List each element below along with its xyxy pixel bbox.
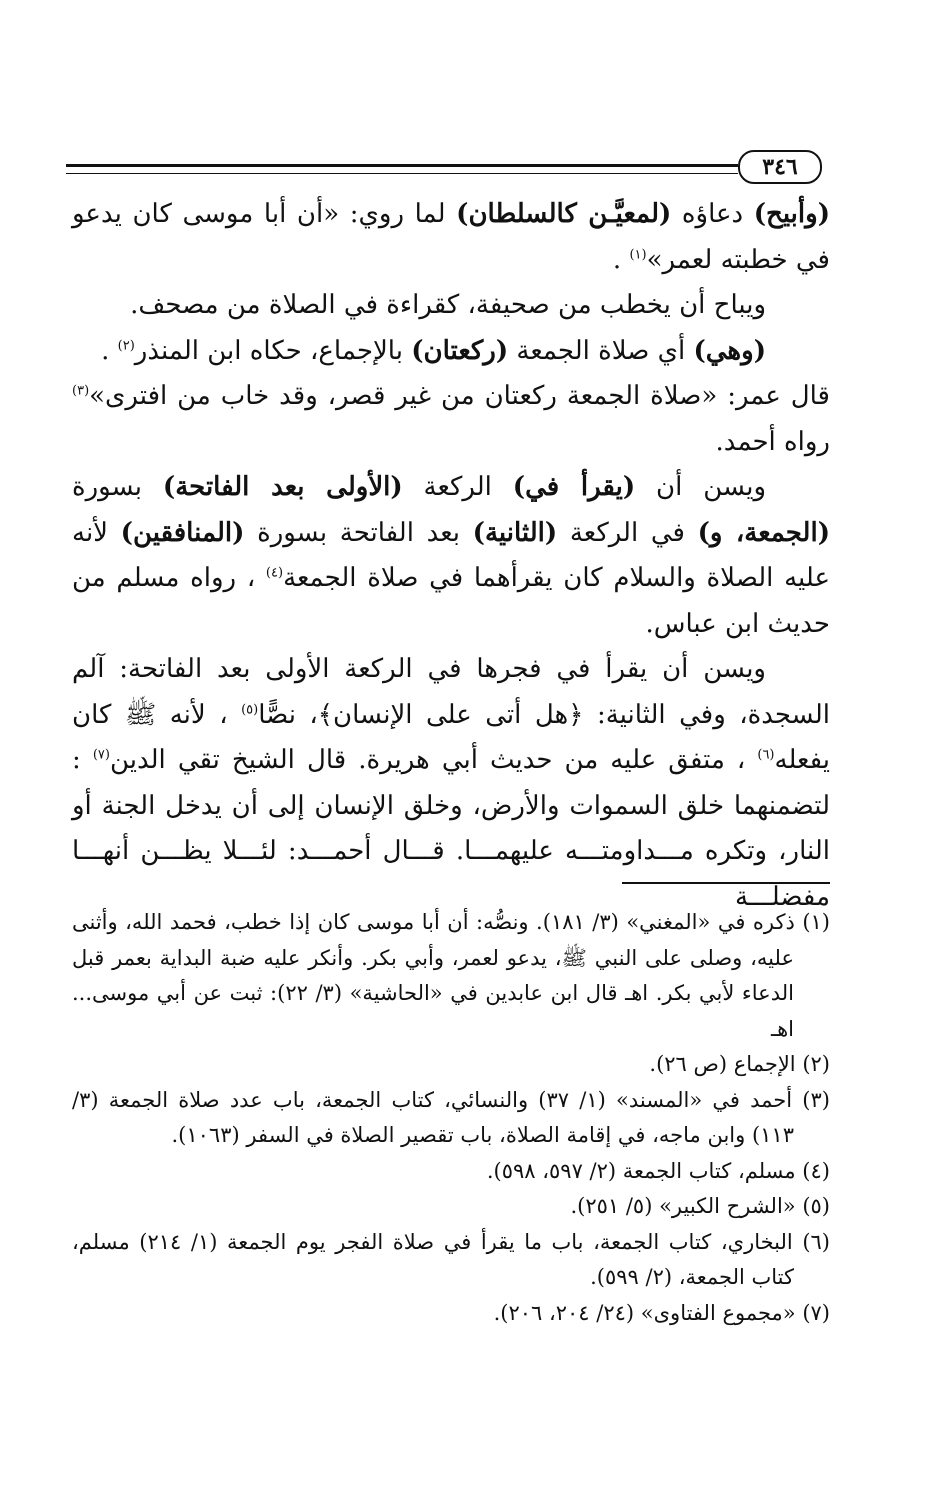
footnote-separator bbox=[622, 882, 830, 884]
bold-term: (الجمعة، و) bbox=[697, 517, 830, 548]
footnote-ref: (٢) bbox=[117, 337, 135, 353]
page-number: ٣٤٦ bbox=[738, 150, 822, 184]
text-run: الركعة bbox=[402, 472, 513, 502]
paragraph-5 bbox=[72, 465, 830, 647]
footnotes bbox=[72, 905, 830, 1331]
text-run: دعاؤه bbox=[671, 199, 754, 229]
bold-term: (الثانية) bbox=[472, 517, 558, 548]
bold-term: (لمعيَّـن كالسلطان) bbox=[456, 199, 672, 229]
footnote-6: (٦) البخاري، كتاب الجمعة، باب ما يقرأ في صلاة الفجر يوم الجمعة (١/ ٢١٤) مسلم، كتاب الجمعة، (٢/ ٥٩٩). bbox=[72, 1229, 830, 1289]
text-run: ، رواه مسلم من حديث ابن عباس. bbox=[72, 563, 830, 639]
main-text bbox=[72, 192, 830, 920]
footnote-ref: (٦) bbox=[757, 747, 775, 763]
footnote-5: (٥) «الشرح الكبير» (٥/ ٢٥١). bbox=[570, 1194, 830, 1218]
text-run: بعد الفاتحة بسورة bbox=[244, 517, 473, 548]
bold-term: (يقرأ في) bbox=[512, 472, 636, 502]
footnote-ref: (٣) bbox=[72, 383, 90, 399]
text-run: . bbox=[101, 335, 118, 366]
header-rule bbox=[66, 164, 738, 174]
footnote-ref: (٧) bbox=[92, 747, 110, 763]
bold-term: (الأولى بعد الفاتحة) bbox=[162, 472, 403, 502]
bold-term: (وأبيح) bbox=[753, 199, 830, 229]
text-run: ويسن أن يقرأ في فجرها في الركعة الأولى بعد الفاتحة: آلم السجدة، وفي الثانية: ﴿هل أتى على الإنسان﴾، نصًّا bbox=[72, 654, 831, 730]
text-run: ، لأنه ﷺ كان يفعله bbox=[72, 699, 830, 775]
text-run: لما روي: «أن أبا موسى كان يدعو في خطبته لعمر» bbox=[72, 199, 830, 275]
text-run: قال عمر: «صلاة الجمعة ركعتان من غير قصر، وقد خاب من افترى» bbox=[89, 381, 830, 411]
footnote-ref: (١) bbox=[629, 246, 647, 262]
bold-term: (وهي) bbox=[693, 335, 766, 366]
footnote-7: (٧) «مجموع الفتاوى» (٢٤/ ٢٠٤، ٢٠٦). bbox=[493, 1300, 830, 1325]
paragraph-6 bbox=[72, 647, 830, 920]
footnote-4: (٤) مسلم، كتاب الجمعة (٢/ ٥٩٧، ٥٩٨). bbox=[486, 1158, 830, 1183]
paragraph-1 bbox=[72, 192, 830, 283]
footnote-ref: (٥) bbox=[241, 701, 259, 717]
page-header bbox=[66, 150, 830, 184]
text-run: لأنه عليه الصلاة والسلام كان يقرأهما في صلاة الجمعة bbox=[72, 517, 830, 593]
text-run: ويسن أن bbox=[635, 472, 766, 502]
text-run: بسورة bbox=[72, 472, 163, 502]
text-run: بالإجماع، حكاه ابن المنذر bbox=[134, 335, 412, 366]
footnote-2: (٢) الإجماع (ص ٢٦). bbox=[649, 1052, 830, 1076]
bold-term: (المنافقين) bbox=[120, 517, 245, 548]
text-run: . bbox=[612, 244, 630, 275]
paragraph-4 bbox=[72, 374, 830, 465]
text-run: أي صلاة الجمعة bbox=[508, 335, 694, 366]
text-run: في الركعة bbox=[557, 517, 698, 548]
paragraph-2: ويباح أن يخطب من صحيفة، كقراءة في الصلاة من مصحف. bbox=[130, 290, 766, 320]
paragraph-3 bbox=[72, 329, 830, 375]
text-run: : لتضمنهما خلق السموات والأرض، وخلق الإنسان إلى أن يدخل الجنة أو النار، وتكره مـــداومتـــه عليهمـــا. قـــال أحمـــد: لئـــلا يظـــن أنهـــا مفضلـــة bbox=[72, 745, 830, 912]
text-run: رواه أحمد. bbox=[715, 426, 830, 457]
footnote-3: (٣) أحمد في «المسند» (١/ ٣٧) والنسائي، كتاب الجمعة، باب عدد صلاة الجمعة (٣/ ١١٣) وابن ماجه، في إقامة الصلاة، باب تقصير الصلاة في السفر (١٠٦٣). bbox=[72, 1087, 830, 1147]
text-run: ، متفق عليه من حديث أبي هريرة. قال الشيخ تقي الدين bbox=[109, 745, 758, 775]
bold-term: (ركعتان) bbox=[411, 335, 509, 366]
footnote-ref: (٤) bbox=[265, 565, 284, 581]
footnote-1: (١) ذكره في «المغني» (٣/ ١٨١). ونصُّه: أن أبا موسى كان إذا خطب، فحمد الله، وأثنى عليه، وصلى على النبي ﷺ، يدعو لعمر، وأبي بكر. وأنكر عليه ضبة البداية بعمر قبل الدعاء لأبي بكر. اهـ قال ابن عابدين في «الحاشية» (٣/ ٢٢): ثبت عن أبي موسى... اهـ bbox=[72, 910, 830, 1041]
